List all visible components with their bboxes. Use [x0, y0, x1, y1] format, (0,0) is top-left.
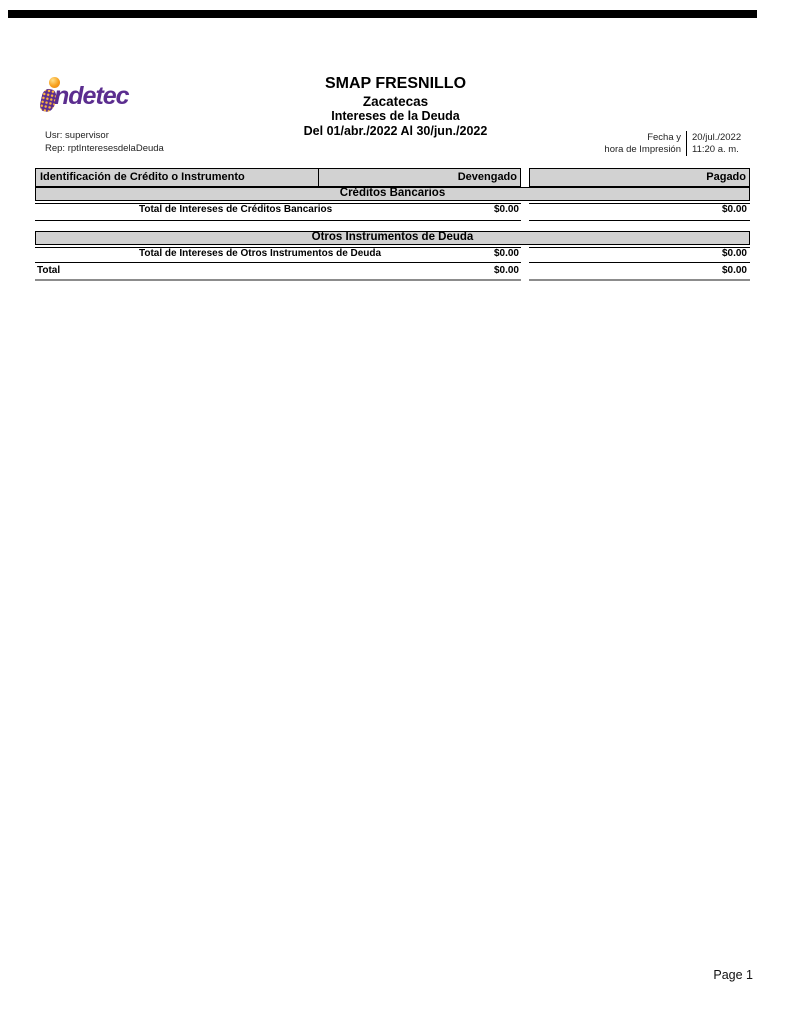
report-title: Intereses de la Deuda	[331, 109, 460, 123]
report-period: Del 01/abr./2022 Al 30/jun./2022	[303, 124, 488, 138]
rule	[529, 262, 750, 263]
print-label-line2: hora de Impresión	[604, 143, 681, 155]
print-label-line1: Fecha y	[647, 132, 681, 143]
user-label: Usr: supervisor	[45, 130, 109, 141]
section-header-otros-instrumentos: Otros Instrumentos de Deuda	[35, 231, 750, 245]
row-label-otros-total: Total de Intereses de Otros Instrumentos de Deuda	[139, 248, 382, 259]
print-info-divider	[686, 131, 687, 156]
state-name: Zacatecas	[362, 94, 429, 109]
row-value-devengado: $0.00	[493, 204, 519, 215]
logo-text: ndetec	[54, 82, 129, 110]
column-header-pagado: Pagado	[529, 168, 750, 187]
total-value-devengado: $0.00	[493, 265, 519, 276]
page-number: Page 1	[713, 968, 753, 982]
report-id-label: Rep: rptInteresesdelaDeuda	[45, 143, 164, 154]
top-rule	[8, 10, 757, 18]
bottom-rule	[529, 279, 750, 281]
print-datetime-values	[692, 132, 782, 155]
column-header-devengado: Devengado	[318, 168, 521, 187]
rule	[529, 220, 750, 221]
print-date: 20/jul./2022	[692, 132, 742, 143]
row-value-pagado: $0.00	[721, 204, 747, 215]
rule	[35, 220, 521, 221]
page-title: SMAP FRESNILLO	[324, 75, 467, 92]
total-row-label: Total	[37, 265, 61, 276]
print-datetime-label	[560, 132, 681, 155]
rule	[35, 262, 521, 263]
column-header-instrument: Identificación de Crédito o Instrumento	[35, 168, 319, 187]
print-time: 11:20 a. m.	[692, 143, 739, 155]
row-label-creditos-total: Total de Intereses de Créditos Bancarios	[139, 204, 333, 215]
section-header-creditos-bancarios: Créditos Bancarios	[35, 187, 750, 201]
bottom-rule	[35, 279, 521, 281]
row-value-pagado: $0.00	[721, 248, 747, 259]
row-value-devengado: $0.00	[493, 248, 519, 259]
total-value-pagado: $0.00	[721, 265, 747, 276]
